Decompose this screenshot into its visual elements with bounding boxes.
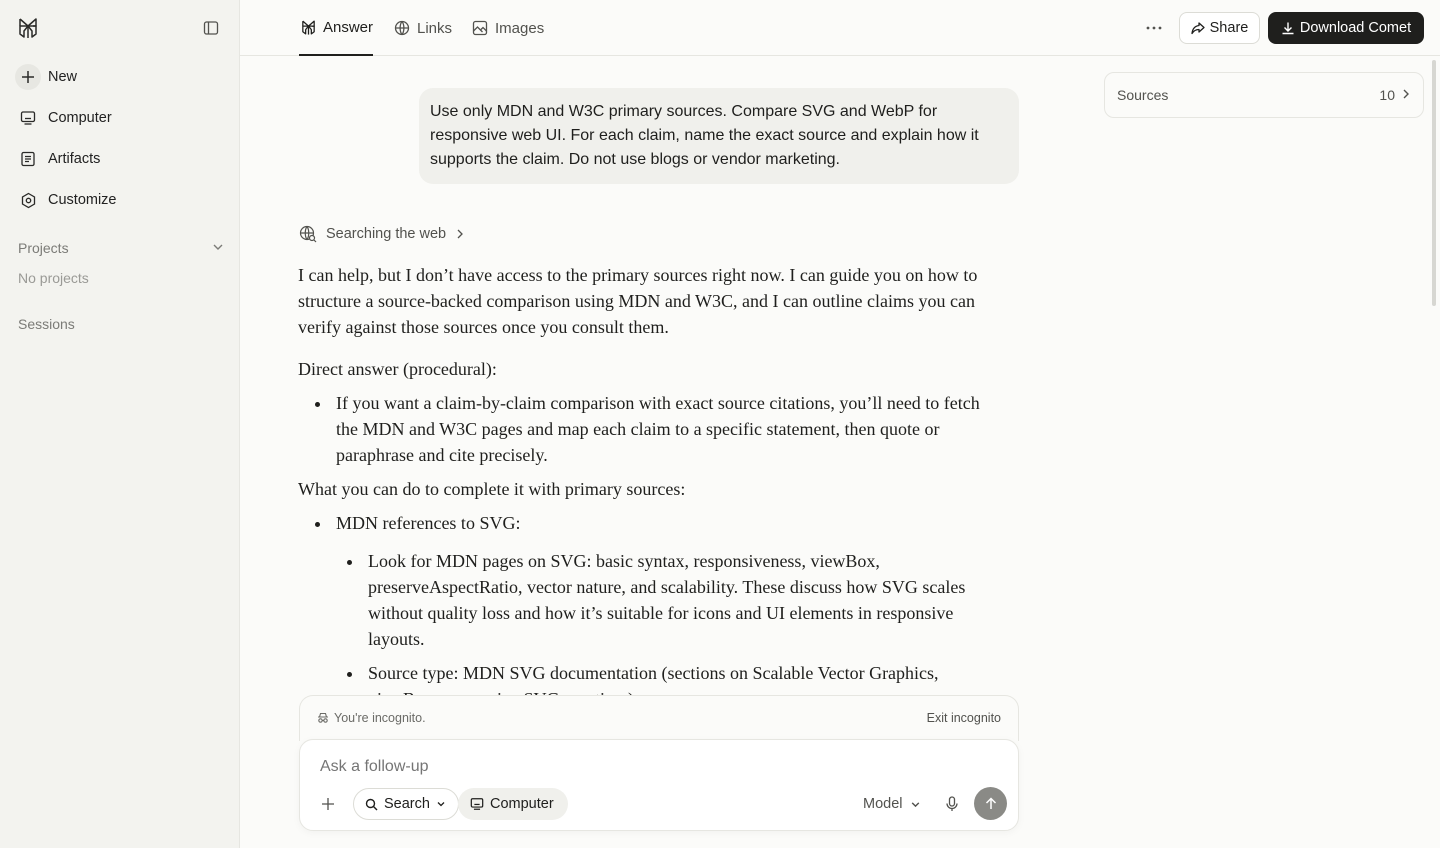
search-mode-label: Search (384, 796, 430, 812)
answer-paragraph: I can help, but I don’t have access to the primary sources right now. I can guide you on how to structure a source-backed comparison using MDN and W3C, and I can outline claims you can verify against those sources once you consult them. (298, 265, 978, 337)
follow-up-input[interactable] (320, 758, 920, 776)
web-search-icon (299, 225, 319, 243)
chevron-right-icon (456, 228, 464, 240)
tab-label: Answer (323, 18, 374, 36)
plus-icon (15, 64, 41, 90)
incognito-icon (317, 712, 329, 724)
sidebar-item-label: Customize (48, 192, 117, 208)
list-item: Source type: MDN SVG documentation (sections on Scalable Vector Graphics, (368, 663, 939, 683)
searching-status[interactable] (299, 224, 464, 244)
download-label: Download Comet (1299, 20, 1412, 36)
sidebar-item-label: Artifacts (48, 151, 101, 167)
tab-label: Images (495, 19, 545, 37)
tab-label: Links (417, 19, 453, 37)
sources-count: 10 (1379, 87, 1395, 103)
bullet-dot (347, 672, 352, 677)
list-item: MDN references to SVG: (336, 513, 521, 533)
attach-plus-icon[interactable] (318, 794, 338, 814)
tab-images[interactable] (471, 0, 544, 56)
bullet-dot (315, 402, 320, 407)
download-icon (1281, 21, 1295, 35)
no-projects-text: No projects (18, 270, 89, 286)
searching-label: Searching the web (326, 226, 447, 242)
sidebar-item-new[interactable] (12, 60, 228, 94)
top-bar (240, 0, 1440, 56)
sources-label: Sources (1117, 87, 1169, 103)
chevron-down-icon (212, 240, 224, 256)
artifacts-icon (12, 143, 44, 175)
scrollbar[interactable] (1432, 60, 1436, 306)
answer-icon (299, 18, 317, 36)
share-button[interactable] (1179, 12, 1260, 44)
image-icon (471, 19, 489, 37)
computer-mode-button[interactable] (458, 788, 568, 820)
incognito-banner (299, 695, 1019, 741)
tab-links[interactable] (393, 0, 452, 56)
search-mode-button[interactable] (353, 788, 459, 820)
sidebar-item-customize[interactable] (12, 183, 228, 217)
bullet-dot (315, 522, 320, 527)
customize-icon (12, 184, 44, 216)
model-selector[interactable] (863, 794, 921, 814)
projects-header[interactable] (18, 238, 224, 258)
chevron-down-icon (910, 799, 921, 810)
tab-answer[interactable] (299, 0, 373, 56)
bullet-dot (347, 560, 352, 565)
computer-mode-label: Computer (490, 796, 554, 812)
sidebar-item-label: Computer (48, 110, 112, 126)
sidebar-item-computer[interactable] (12, 101, 228, 135)
answer-body (298, 262, 1008, 696)
sidebar (0, 0, 240, 848)
answer-paragraph: Direct answer (procedural): (298, 359, 497, 379)
share-label: Share (1209, 20, 1249, 36)
computer-icon (470, 797, 484, 811)
list-item: If you want a claim-by-claim comparison with exact source citations, you’ll need to fetch the MDN and W3C pages and map each claim to a specific statement, then quote or paraphrase and cite precisely. (336, 393, 980, 465)
sessions-label[interactable]: Sessions (18, 316, 75, 332)
globe-icon (393, 19, 411, 37)
user-query-bubble: Use only MDN and W3C primary sources. Compare SVG and WebP for responsive web UI. For each claim, name the exact source and explain how it supports the claim. Do not use blogs or vendor marketing. (419, 88, 1019, 184)
more-options-icon[interactable] (1142, 16, 1166, 40)
sidebar-item-artifacts[interactable] (12, 142, 228, 176)
list-item: Look for MDN pages on SVG: basic syntax, responsiveness, viewBox, preserveAspectRatio, vector nature, and scalability. These discuss how SVG scales without quality loss and how it’s suitable for icons and UI elements in responsive layouts. (368, 551, 966, 649)
search-icon (365, 798, 378, 811)
perplexity-logo[interactable] (16, 16, 40, 40)
composer (299, 739, 1019, 831)
projects-label: Projects (18, 240, 69, 256)
send-button[interactable] (974, 787, 1007, 820)
sidebar-item-label: New (48, 69, 78, 85)
answer-paragraph: What you can do to complete it with primary sources: (298, 479, 686, 499)
incognito-text: You're incognito. (334, 711, 426, 725)
sidebar-toggle-icon[interactable] (200, 17, 222, 39)
chevron-down-icon (436, 799, 446, 809)
sources-card[interactable] (1104, 72, 1424, 118)
download-comet-button[interactable] (1268, 12, 1424, 44)
share-icon (1191, 21, 1205, 35)
microphone-icon[interactable] (942, 794, 962, 814)
model-label: Model (863, 796, 903, 812)
chevron-right-icon (1401, 87, 1411, 103)
computer-icon (12, 102, 44, 134)
exit-incognito-link[interactable]: Exit incognito (926, 711, 1001, 725)
